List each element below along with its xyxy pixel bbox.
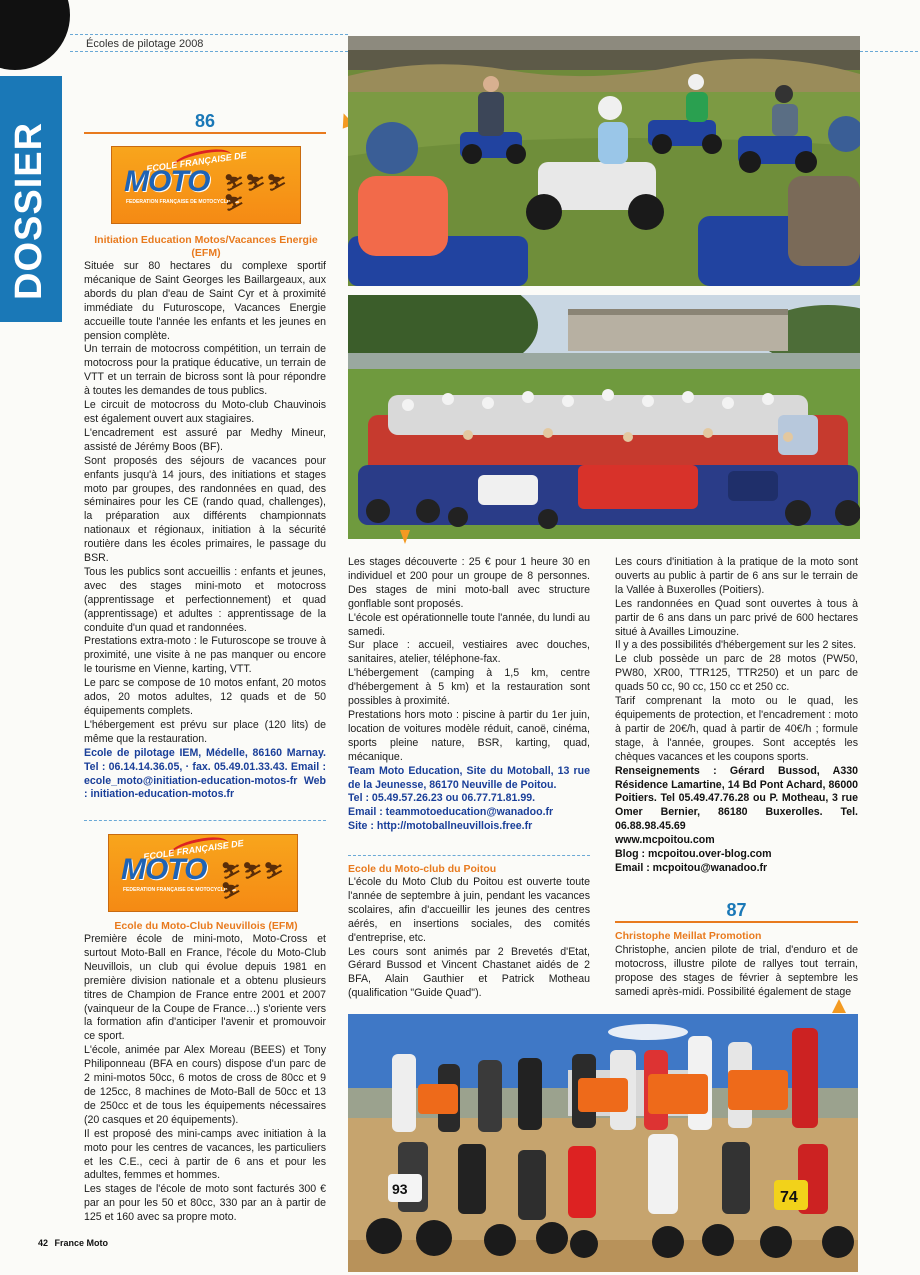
paragraph: Sur place : accueil, vestiaires avec douches, sanitaires, atelier, téléphone-fax.	[348, 639, 590, 666]
paragraph: L'école est opérationnelle toute l'année, du lundi au samedi.	[348, 611, 590, 638]
paragraph: Le club possède un parc de 28 motos (PW50, PW80, XR00, TTR125, TTR250) et un parc de quads 50 cc, 90 cc, 150 cc et 250 cc.	[615, 653, 858, 694]
school-title: Initiation Education Motos/Vacances Energie (EFM)	[94, 234, 318, 259]
poitou-body	[348, 876, 590, 1001]
logo-riders-icon: ⛷⛷⛷⛷	[221, 863, 285, 900]
logo-moto: MOTO	[121, 853, 207, 886]
paragraph: L'hébergement (camping à 1,5 km, centre d'hébergement à 5 km) et la restauration sont possibles à proximité.	[348, 667, 590, 708]
school-title: Christophe Meillat Promotion	[615, 930, 762, 942]
paragraph: Les cours sont animés par 2 Brevetés d'Etat, Gérard Bussod et Vincent Chastanet aidés de 2 BFA, Alain Gauthier et Patrick Motheau (qualification "Guide Quad").	[348, 945, 590, 1000]
header-divider-top	[70, 34, 348, 35]
photo-group	[348, 295, 860, 539]
page-footer	[38, 1238, 108, 1248]
page-title: Écoles de pilotage 2008	[86, 38, 204, 50]
department-number: 87	[726, 900, 747, 920]
school-title: Ecole du Moto-club du Poitou	[348, 863, 497, 875]
website-link[interactable]: Site : http://motoballneuvillois.free.fr	[348, 820, 533, 833]
paragraph: Il y a des possibilités d'hébergement sur les 2 sites.	[615, 639, 857, 652]
magazine-name: France Moto	[54, 1238, 109, 1248]
section-label: DOSSIER	[8, 121, 50, 300]
paragraph: Tarif comprenant la moto ou le quad, les équipements de protection, et l'encadrement : moto à partir de 20€/h, quad à partir de 40€/h ; formule stage, à l'année, groupes. Sont acceptés les chèques vacances et les coupons sports.	[615, 695, 858, 763]
neuvillois-continued	[348, 556, 590, 834]
paragraph: Le circuit de motocross du Moto-club Chauvinois est également ouvert aux stagiaires.	[84, 399, 326, 425]
website-link[interactable]: www.mcpoitou.com	[615, 834, 715, 847]
paragraph: L'école, animée par Alex Moreau (BEES) et Tony Philiponneau (BFA en cours) dispose d'un parc de 2 mini-motos 50cc, 6 motos de cross de 80cc et 9 de 125cc, 8 machines de Moto-Ball de 50cc et 13 de 250cc et de tous les équipements nécessaires (20 casques et 20 équipements).	[84, 1044, 326, 1126]
email-link[interactable]: Email : teammotoeducation@wanadoo.fr	[348, 806, 554, 819]
school86-body	[84, 260, 326, 802]
paragraph: Première école de mini-moto, Moto-Cross et surtout Moto-Ball en France, l'école du Moto-Club Neuvillois, un club qui évolue depuis 1981 en première division nationale et a obtenu plusieurs titres de Champion de France entre 2001 et 2007 (vainqueur de la Coupe de France…) s'oriente vers la formation afin d'anticiper l'avenir et promouvoir ce sport.	[84, 933, 326, 1043]
department-number: 86	[194, 111, 216, 131]
efm-logo	[111, 146, 301, 224]
paragraph: Les stages de l'école de moto sont facturés 300 € par an pour les 50 et 80cc, 330 par an à partir de 125 et 160 avec sa propre moto.	[84, 1183, 326, 1224]
section-divider	[84, 820, 326, 821]
logo-ecole: ECOLE FRANÇAISE DE	[142, 838, 245, 862]
blog-link[interactable]: Blog : mcpoitou.over-blog.com	[615, 848, 772, 861]
paragraph: Située sur 80 hectares du complexe sportif mécanique de Saint Georges les Baillargeaux, aux abords du plan d'eau de Saint Cyr et à proximité immédiate du Futuroscope, Vacances Energie accueille toute l'année les enfants et les jeunes en pension complète.	[84, 260, 326, 342]
paragraph: Les randonnées en Quad sont ouvertes à tous à partir de 6 ans dans un parc privé de 600 hectares situé à Availles Limouzine.	[615, 597, 858, 638]
contact-info: Ecole de pilotage IEM, Médelle, 86160 Marnay. Tel : 06.14.14.36.05, · fax. 05.49.01.33.43. Email : ecole_moto@initiation-education-motos-fr Web : initiation-education-motos.fr	[84, 746, 326, 801]
paragraph: Il est proposé des mini-camps avec initiation à la moto pour les centres de vacances, les particuliers et les C.E., ceci à partir de 6 ans et pour les adultes, femmes et hommes.	[84, 1127, 326, 1182]
logo-riders-icon: ⛷⛷⛷⛷	[224, 175, 288, 212]
paragraph: Les cours d'initiation à la pratique de la moto sont ouverts au public à partir de 6 ans sur le terrain de la Vallée à Buxerolles (Poitiers).	[615, 556, 858, 596]
section-tab-circle	[0, 0, 70, 70]
logo-ecole: ECOLE FRANÇAISE DE	[145, 150, 248, 174]
paragraph: Les stages découverte : 25 € pour 1 heure 30 en individuel et 200 pour un groupe de 8 personnes. Des stages de mini moto-ball avec structure gonflable sont proposés.	[348, 556, 590, 610]
email-link[interactable]: Email : mcpoitou@wanadoo.fr	[615, 861, 768, 874]
phone: Tel : 05.49.57.26.23 ou 06.77.71.81.99.	[348, 792, 536, 805]
paragraph: Sont proposés des séjours de vacances pour enfants jusqu'à 14 jours, des initiations et stages moto par groupes, des randonnées en quad, des séminaires pour les CE (rando quad, challenges), la préparation aux différents championnats nationaux et régionaux, initiation à la sécurité routière dans les écoles primaires, le passage du BSR.	[84, 454, 326, 565]
contact-info: Team Moto Education, Site du Motoball, 13 rue de la Jeunesse, 86170 Neuville de Poitou.	[348, 764, 590, 791]
pointer-icon	[832, 999, 846, 1013]
paragraph: Un terrain de motocross compétition, un terrain de motocross pour la pratique éducative, un terrain de VTT et un terrain de bicross sont là pour répondre à toutes les demandes de tous publics.	[84, 343, 326, 398]
contact-info: Renseignements : Gérard Bussod, A330 Résidence Lamartine, 14 Bd Pont Achard, 86000 Poitiers. Tel 05.49.47.76.28 ou P. Motheau, 3 rue Omer Bernier, 86180 Buxerolles. Tel. 06.88.98.45.69	[615, 764, 858, 833]
paragraph: Prestations extra-moto : le Futuroscope se trouve à proximité, une visite à ne pas manquer ou encore le tourisme en Vienne, karting, VTT.	[84, 635, 326, 676]
paragraph: L'hébergement est prévu sur place (120 lits) de même que la restauration.	[84, 718, 326, 745]
photo-quad-riders	[348, 36, 860, 286]
meillat-body	[615, 944, 858, 1000]
section-rule	[615, 921, 858, 923]
photo-motocross-kids	[348, 1014, 858, 1272]
paragraph: L'encadrement est assuré par Medhy Mineur, assisté de Jérémy Boos (BF).	[84, 426, 326, 453]
paragraph: L'école du Moto Club du Poitou est ouverte toute l'année de septembre à juin, pendant les vacances scolaires, afin d'accueillir les jeunes des centres aérés, en insertions sociales, des comités d'entreprise, etc.	[348, 876, 590, 944]
logo-federation: FEDERATION FRANÇAISE DE MOTOCYCLISME	[123, 887, 237, 893]
logo-federation: FEDERATION FRANÇAISE DE MOTOCYCLISME	[126, 199, 240, 205]
section-rule	[84, 132, 326, 134]
efm-logo-2	[108, 834, 298, 912]
section-divider	[348, 855, 590, 856]
neuvillois-body	[84, 933, 326, 1225]
pointer-icon	[400, 530, 410, 544]
logo-moto: MOTO	[124, 165, 210, 198]
paragraph: Christophe, ancien pilote de trial, d'enduro et de motocross, illustre pilote de rallyes tout terrain, propose des stages de février à septembre les samedi après-midi. Possibilité également de stage	[615, 944, 858, 998]
plate-number: 74	[780, 1189, 798, 1206]
paragraph: Tous les publics sont accueillis : enfants et jeunes, avec des stages mini-moto et motocross (apprentissage et perfectionnement) et quad (apprentissage) et adultes : apprentissage de la conduite d'un quad et randonnées.	[84, 565, 326, 634]
page-number: 42	[38, 1238, 49, 1248]
paragraph: Prestations hors moto : piscine à partir du 1er juin, location de voitures modèle réduit, canoë, cinéma, sports pleine nature, BSR, karting, quad, mécanique.	[348, 708, 590, 763]
plate-number: 93	[392, 1181, 408, 1197]
paragraph: Le parc se compose de 10 motos enfant, 20 motos ados, 20 motos adultes, 12 quads et de 50 équipements complets.	[84, 677, 326, 717]
school-title: Ecole du Moto-Club Neuvillois (EFM)	[114, 920, 298, 932]
poitou-continued	[615, 556, 858, 876]
